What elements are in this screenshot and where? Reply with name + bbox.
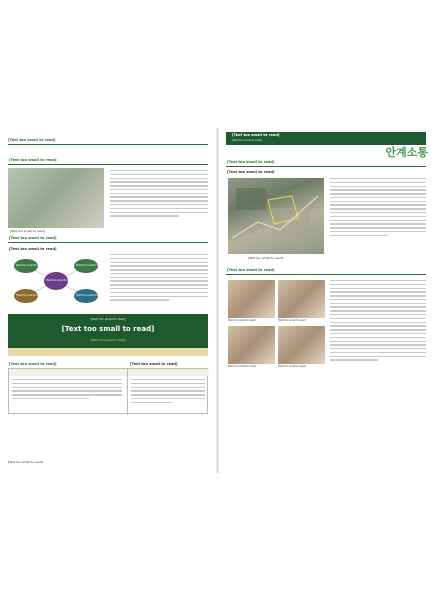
table-right-body [131, 379, 205, 405]
right-section-title-1: [Text too small to read] [227, 160, 275, 164]
magazine-spread [0, 128, 434, 473]
meeting-photo-1 [228, 280, 275, 318]
page-number-left: [Text too small to read] [8, 460, 43, 464]
right-top-title: [Text too small to read] [232, 133, 280, 137]
diagram-node-top-left: [Text too small to read] [16, 264, 44, 267]
bullet-heading-1: [Text too small to read] [9, 247, 57, 251]
banner-small-text: [Text too small to read] [90, 317, 126, 321]
right-top-subtitle: [Text too small to read] [232, 139, 263, 142]
photo-caption-1: [Text too small to read] [10, 229, 45, 233]
section-2-body [110, 254, 208, 303]
diagram-node-center: [Text too small to read] [46, 279, 74, 282]
left-page [0, 128, 216, 473]
meeting-photo-4 [278, 326, 325, 364]
process-diagram [8, 254, 104, 308]
aerial-map-photo [228, 178, 324, 254]
logo-text: 안계소통 [385, 146, 428, 159]
recruitment-banner [8, 314, 208, 356]
right-section-2-body [330, 280, 426, 363]
right-section-title-2: [Text too small to read] [227, 268, 275, 272]
right-section-rule-1 [226, 166, 426, 167]
table-divider [127, 369, 128, 415]
schedule-table [8, 368, 208, 414]
right-page [218, 128, 434, 473]
right-bullet-heading-1: [Text too small to read] [227, 170, 275, 174]
meeting-caption-2: [Text too small to read] [278, 319, 306, 322]
right-section-1-body [330, 178, 426, 239]
table-title: [Text too small to read] [9, 362, 57, 366]
meeting-photo-3 [228, 326, 275, 364]
diagram-node-top-right: [Text too small to read] [76, 264, 104, 267]
right-top-band [226, 132, 426, 145]
table-left-body [12, 379, 122, 402]
village-photo [8, 168, 104, 228]
aerial-caption: [Text too small to read] [248, 256, 283, 260]
table-side-title: [Text too small to read] [130, 362, 178, 366]
section-rule-2 [8, 242, 208, 243]
section-title-1: [Text too small to read] [9, 158, 57, 162]
meeting-caption-3: [Text too small to read] [228, 365, 256, 368]
banner-strip [8, 348, 208, 356]
meeting-photo-2 [278, 280, 325, 318]
diagram-node-bottom-left: [Text too small to read] [16, 294, 44, 297]
meeting-caption-1: [Text too small to read] [228, 319, 256, 322]
banner-subtitle: [Text too small to read] [90, 338, 126, 342]
header-rule [8, 144, 208, 145]
page-header: [Text too small to read] [8, 138, 56, 142]
section-title-2: [Text too small to read] [9, 236, 57, 240]
schedule-table-head [9, 369, 209, 376]
section-1-body [110, 170, 208, 219]
banner-title: [Text too small to read] [61, 325, 155, 333]
meeting-caption-4: [Text too small to read] [278, 365, 306, 368]
section-rule-1 [8, 164, 208, 165]
right-section-rule-2 [226, 274, 426, 275]
aerial-map-graphic [228, 178, 324, 254]
diagram-node-bottom-right: [Text too small to read] [76, 294, 104, 297]
